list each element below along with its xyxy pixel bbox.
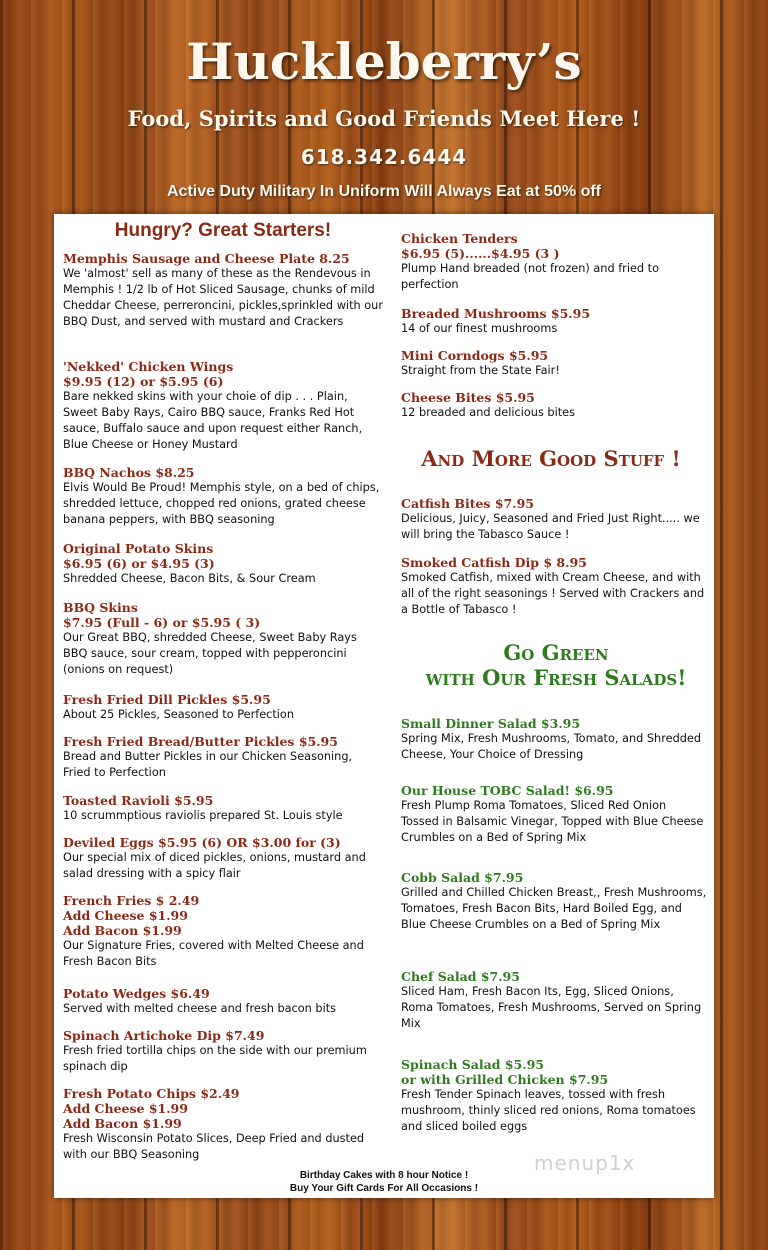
item-desc: 10 scrummptious raviolis prepared St. Louis style bbox=[63, 809, 343, 822]
item-name: Fresh Fried Bread/Butter Pickles $5.95 bbox=[63, 734, 338, 749]
tagline: Food, Spirits and Good Friends Meet Here ! bbox=[127, 106, 641, 131]
menu-item bbox=[401, 870, 707, 933]
menu-item bbox=[401, 969, 707, 1032]
phone-number: 618.342.6444 bbox=[300, 145, 468, 169]
item-desc: Shredded Cheese, Bacon Bits, & Sour Cream bbox=[63, 572, 316, 585]
item-name: French Fries $ 2.49 Add Cheese $1.99 Add Bacon $1.99 bbox=[63, 893, 200, 938]
section-title-salads-1: Go Green bbox=[503, 640, 609, 665]
item-name: Smoked Catfish Dip $ 8.95 bbox=[401, 555, 587, 570]
item-name: Deviled Eggs $5.95 (6) OR $3.00 for (3) bbox=[63, 835, 341, 850]
menu-item bbox=[63, 893, 383, 970]
item-name: Cobb Salad $7.95 bbox=[401, 870, 524, 885]
item-desc: Fresh Plump Roma Tomatoes, Sliced Red Onion Tossed in Balsamic Vinegar, Topped with Blue Cheese Crumbles on a Bed of Spring Mix bbox=[401, 799, 704, 844]
item-name: Spinach Artichoke Dip $7.49 bbox=[63, 1028, 265, 1043]
item-desc: Smoked Catfish, mixed with Cream Cheese, and with all of the right seasonings ! Served with Crackers and a Bottle of Tabasco ! bbox=[401, 571, 705, 616]
item-name: Potato Wedges $6.49 bbox=[63, 986, 210, 1001]
menu-item bbox=[401, 716, 707, 763]
item-desc: Elvis Would Be Proud! Memphis style, on a bed of chips, shredded lettuce, chopped red onions, grated cheese banana peppers, with BBQ seasoning bbox=[63, 481, 380, 526]
item-name: Catfish Bites $7.95 bbox=[401, 496, 534, 511]
item-desc: Fresh Tender Spinach leaves, tossed with fresh mushroom, thinly sliced red onions, Roma tomatoes and sliced boiled eggs bbox=[401, 1088, 696, 1133]
item-name: Mini Corndogs $5.95 bbox=[401, 348, 549, 363]
item-desc: 12 breaded and delicious bites bbox=[401, 406, 576, 419]
item-desc: We 'almost' sell as many of these as the Rendevous in Memphis ! 1/2 lb of Hot Sliced Sausage, chunks of mild Cheddar Cheese, perreroncini, pickles,sprinkled with our BBQ Dust, and served with mustard and Crackers bbox=[63, 267, 383, 328]
menu-item bbox=[401, 783, 707, 846]
item-name: Memphis Sausage and Cheese Plate 8.25 bbox=[63, 251, 350, 266]
menu-item bbox=[63, 465, 383, 528]
menu-footer bbox=[54, 1169, 714, 1195]
item-desc: Fresh fried tortilla chips on the side with our premium spinach dip bbox=[63, 1044, 367, 1073]
item-desc: Bread and Butter Pickles in our Chicken Seasoning, Fried to Perfection bbox=[63, 750, 353, 779]
item-desc: Delicious, Juicy, Seasoned and Fried Just Right..... we will bring the Tabasco Sauce ! bbox=[401, 512, 700, 541]
item-name: Spinach Salad $5.95 or with Grilled Chicken $7.95 bbox=[401, 1057, 609, 1087]
menu-item bbox=[63, 1086, 383, 1163]
item-desc: About 25 Pickles, Seasoned to Perfection bbox=[63, 708, 294, 721]
menu-item bbox=[63, 793, 343, 824]
item-desc: Straight from the State Fair! bbox=[401, 364, 560, 377]
item-desc: Our special mix of diced pickles, onions, mustard and salad dressing with a spicy flair bbox=[63, 851, 366, 880]
item-name: Small Dinner Salad $3.95 bbox=[401, 716, 581, 731]
item-desc: Grilled and Chilled Chicken Breast,, Fresh Mushrooms, Tomatoes, Fresh Bacon Bits, Hard Boiled Egg, and Blue Cheese Crumbles on a Bed of Spring Mix bbox=[401, 886, 707, 931]
item-name: Our House TOBC Salad! $6.95 bbox=[401, 783, 614, 798]
menu-panel bbox=[54, 214, 714, 1198]
menu-item bbox=[63, 251, 383, 330]
menu-item bbox=[63, 541, 316, 587]
item-name: Chef Salad $7.95 bbox=[401, 969, 520, 984]
menu-item bbox=[401, 348, 560, 379]
item-desc: Spring Mix, Fresh Mushrooms, Tomato, and Shredded Cheese, Your Choice of Dressing bbox=[401, 732, 702, 761]
footer-gift-cards: Buy Your Gift Cards For All Occasions ! bbox=[289, 1183, 479, 1194]
item-desc: Served with melted cheese and fresh bacon bits bbox=[63, 1002, 337, 1015]
item-name: Breaded Mushrooms $5.95 bbox=[401, 306, 591, 321]
menu-item bbox=[401, 390, 575, 421]
item-desc: 14 of our finest mushrooms bbox=[401, 322, 558, 335]
item-desc: Bare nekked skins with your choie of dip . . . Plain, Sweet Baby Rays, Cairo BBQ sauce, Franks Red Hot sauce, Buffalo sauce and upon request either Ranch, Blue Cheese or Honey Mustard bbox=[63, 390, 363, 451]
menu-item bbox=[401, 306, 590, 337]
menu-item bbox=[63, 1028, 383, 1075]
item-name: Chicken Tenders $6.95 (5)......$4.95 (3 ) bbox=[401, 231, 560, 261]
item-name: 'Nekked' Chicken Wings $9.95 (12) or $5.95 (6) bbox=[63, 359, 234, 389]
menu-item bbox=[63, 600, 383, 678]
item-name: Fresh Potato Chips $2.49 Add Cheese $1.99 Add Bacon $1.99 bbox=[63, 1086, 240, 1131]
watermark: menup1x bbox=[534, 1151, 636, 1175]
restaurant-title: Huckleberry’s bbox=[186, 32, 582, 91]
item-desc: Our Signature Fries, covered with Melted Cheese and Fresh Bacon Bits bbox=[63, 939, 364, 968]
menu-item bbox=[401, 231, 707, 293]
menu-item bbox=[63, 359, 383, 453]
item-desc: Our Great BBQ, shredded Cheese, Sweet Baby Rays BBQ sauce, sour cream, topped with pepperoncini (onions on request) bbox=[63, 631, 357, 676]
item-desc: Plump Hand breaded (not frozen) and fried to perfection bbox=[401, 262, 660, 291]
item-name: Fresh Fried Dill Pickles $5.95 bbox=[63, 692, 271, 707]
item-desc: Sliced Ham, Fresh Bacon Its, Egg, Sliced Onions, Roma Tomatoes, Fresh Mushrooms, Served on Spring Mix bbox=[401, 985, 702, 1030]
menu-item bbox=[401, 1057, 707, 1135]
footer-birthday-cakes: Birthday Cakes with 8 hour Notice ! bbox=[299, 1170, 469, 1181]
section-title-starters: Hungry? Great Starters! bbox=[114, 220, 332, 241]
menu-item bbox=[63, 734, 383, 781]
item-name: BBQ Nachos $8.25 bbox=[63, 465, 195, 480]
item-name: BBQ Skins $7.95 (Full - 6) or $5.95 ( 3) bbox=[63, 600, 261, 630]
menu-item bbox=[401, 555, 707, 618]
item-desc: Fresh Wisconsin Potato Slices, Deep Fried and dusted with our BBQ Seasoning bbox=[63, 1132, 365, 1161]
item-name: Original Potato Skins $6.95 (6) or $4.95 (3) bbox=[63, 541, 215, 571]
section-title-salads-2: with Our Fresh Salads! bbox=[425, 665, 687, 690]
item-name: Toasted Ravioli $5.95 bbox=[63, 793, 214, 808]
item-name: Cheese Bites $5.95 bbox=[401, 390, 535, 405]
menu-item bbox=[63, 835, 383, 882]
menu-item bbox=[63, 692, 294, 723]
menu-item bbox=[401, 496, 707, 543]
section-title-more: And More Good Stuff ! bbox=[421, 446, 681, 471]
menu-item bbox=[63, 986, 336, 1017]
military-discount: Active Duty Military In Uniform Will Always Eat at 50% off bbox=[166, 183, 601, 200]
